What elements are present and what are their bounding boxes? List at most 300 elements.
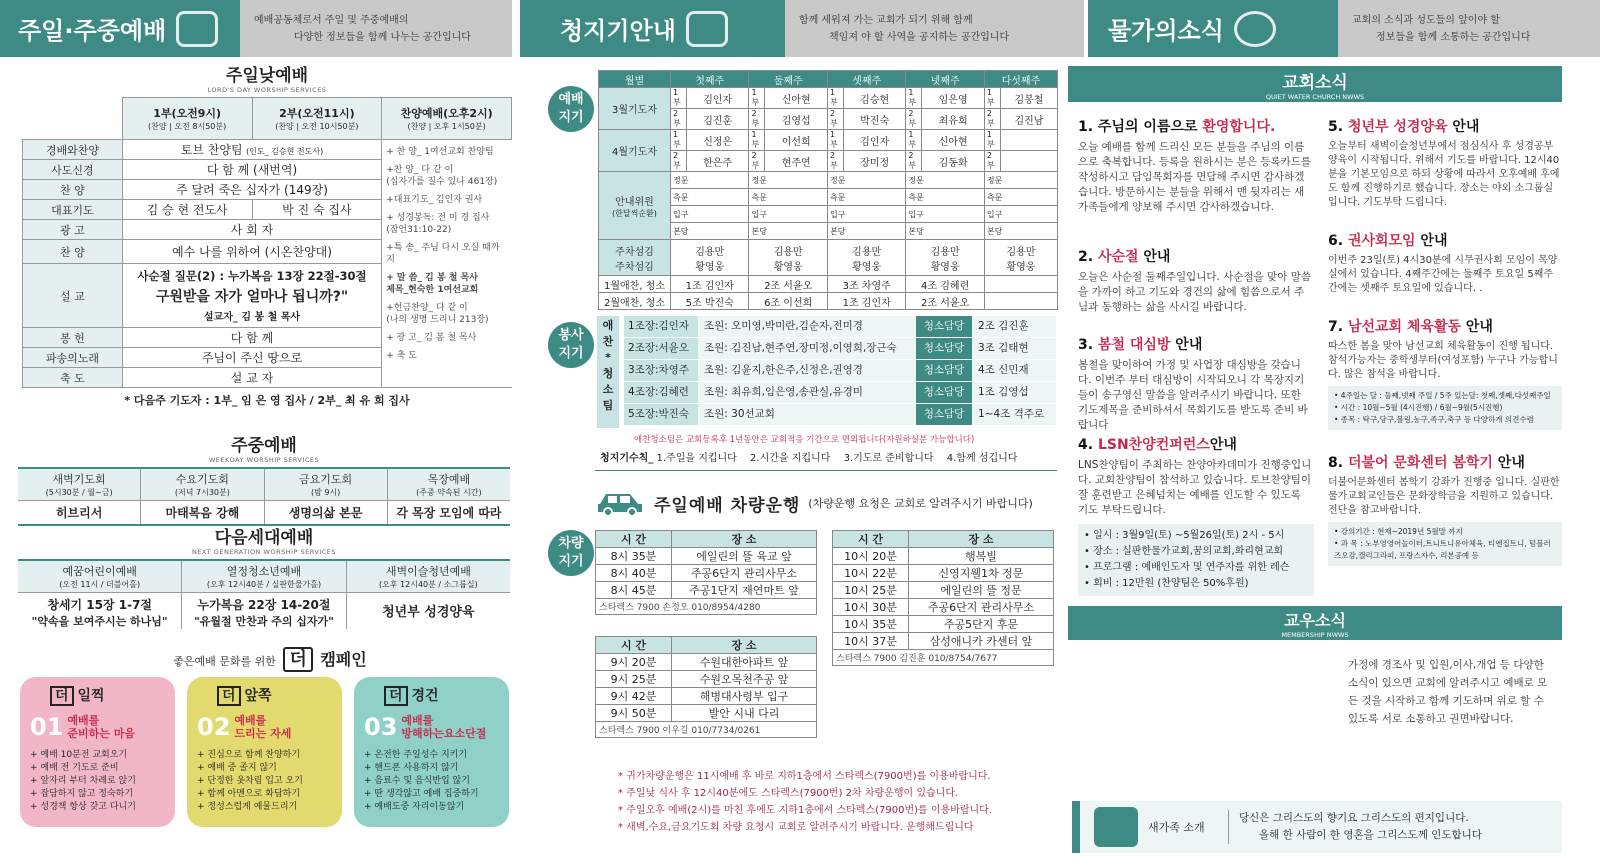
parking-name: 김용만 [773, 246, 803, 258]
route-time: 9시 42분 [596, 688, 672, 705]
campaign-post: 캠페인 [320, 650, 367, 669]
clean-team: 3조 차영주 [827, 276, 905, 293]
culture-box [1328, 522, 1562, 566]
usher-sub: (한달씩순환) [612, 208, 657, 218]
parking-label-1: 주차섬김 [615, 246, 654, 258]
card-word: 앞쪽 [244, 688, 272, 704]
usher-pos: 정문 [749, 172, 827, 189]
campaign-card-front [187, 677, 342, 827]
nextgen-value: 누가복음 22장 14-20절 [197, 598, 331, 612]
nextgen-time: (오후 12시40분 / 실판한물가홀) [206, 580, 322, 589]
usher-pos: 본당 [984, 223, 1057, 240]
team-row [624, 382, 1056, 403]
news-suffix: 안내 [1492, 455, 1525, 471]
route-head: 장 소 [909, 531, 1054, 548]
news-num: 5. [1328, 119, 1348, 135]
car-header [596, 490, 1033, 516]
news-num: 4. [1078, 437, 1098, 453]
nextgen-name: 열정청소년예배 [226, 565, 302, 578]
card-item: + 예배 중 졸지 않기 [197, 763, 277, 773]
news-suffix: 안내 [1138, 249, 1171, 265]
svc2-label: 2부(오전11시) [279, 107, 355, 120]
header-desc2: 책임져 야 할 사역을 공지하는 공간입니다 [829, 31, 1010, 43]
news-left [1078, 116, 1314, 596]
row-label: 사도신경 [23, 160, 123, 180]
news-num: 7. [1328, 319, 1348, 335]
side-note: + 말 씀_ 김 봉 철 목사 [386, 273, 478, 283]
row-label: 대표기도 [23, 200, 123, 220]
route-place: 수원오목천주공 앞 [672, 671, 817, 688]
prayer-name: 김진훈 [687, 109, 749, 130]
header-col1 [0, 0, 512, 57]
parking-label-2: 주차섬김 [615, 261, 654, 273]
route-place: 에일린의 뜰 정문 [909, 582, 1054, 599]
usher-pos: 정문 [671, 172, 749, 189]
team-cleaning: 청소담당 [916, 404, 972, 425]
sunday-section [22, 66, 512, 408]
usher-pos: 입구 [749, 206, 827, 223]
part: 2부 [984, 109, 1000, 130]
side-note: + 광 고_ 김 봉 철 목사 [386, 333, 477, 343]
news-body: 따스한 봄을 맞아 남선교회 체육활동이 진행 됩니다. 참석가능자는 중학생부터(여성포함) 누구나 가능합니다. 많은 참석을 바랍니다. [1328, 341, 1558, 380]
svc3-sub: (찬양 | 오후 1시50분) [407, 122, 486, 131]
row-value: 사 회 자 [122, 220, 381, 240]
box-line: • 4주일는 달 : 둘째,넷째 주일 / 5주 있는달: 첫째,셋째,다섯째주일 [1334, 391, 1551, 400]
card-item: + 함께 아멘으로 화답하기 [197, 789, 301, 799]
car-title: 주일예배 차량운행 [654, 495, 801, 516]
news-headline: 남선교회 체육활동 [1347, 319, 1462, 335]
sermon-preacher: 설교자_ 김 봉 철 목사 [203, 312, 301, 323]
campaign-card-piety [354, 677, 509, 827]
route-place: 해병대사령부 입구 [672, 688, 817, 705]
route-place: 행복빌 [909, 548, 1054, 565]
route-place: 주공1단지 재연마트 앞 [672, 582, 817, 599]
prayer-name: 김영섭 [765, 109, 827, 130]
prayer-label: 4월기도자 [599, 130, 671, 172]
news-suffix: 안내 [1415, 233, 1448, 249]
route-head: 시 간 [596, 637, 672, 654]
weekday-time: (저녁 7시30분) [174, 488, 230, 497]
campaign-badge: 더 [283, 647, 312, 672]
part: 2부 [671, 151, 687, 172]
member-title: 교우소식 [1284, 611, 1346, 630]
nextgen-value2: "유월절 만찬과 주의 십자가" [194, 615, 334, 628]
parking-name: 황영웅 [1006, 261, 1036, 273]
route-place: 발안 시내 다리 [672, 705, 817, 722]
route-time: 10시 37분 [833, 633, 909, 650]
team-leader: 2조장:서윤오 [624, 338, 698, 359]
card-item: + 예배 10분전 교회오기 [30, 750, 128, 760]
parking-name: 황영웅 [773, 261, 803, 273]
card-item: + 정성스럽게 예물드리기 [197, 802, 298, 812]
clean-team: 2조 서윤오 [749, 276, 827, 293]
weekday-value: 마태복음 강해 [165, 506, 240, 520]
nextgen-name: 새벽이슬청년예배 [385, 565, 471, 578]
part: 1부 [984, 88, 1000, 109]
route-head: 시 간 [833, 531, 909, 548]
card-h2: 방해하는요소단절 [401, 727, 487, 740]
campaign-pre: 좋은예배 문화를 위한 [173, 655, 276, 668]
team-members: 조원: 오미영,박미란,김순자,전미경 [698, 316, 916, 337]
news-suffix: 안내 [1461, 319, 1493, 335]
nextgen-value2: "약속을 보여주시는 하나님" [31, 615, 168, 628]
nextgen-name: 예꿈어린이예배 [62, 565, 137, 578]
part: 2부 [749, 109, 765, 130]
keep-label: 청지기수칙_ [600, 453, 654, 464]
news-title: 교회소식 [1282, 73, 1348, 93]
card-h1: 예배를 [401, 714, 434, 727]
part: 2부 [984, 151, 1000, 172]
week-head: 넷째주 [906, 71, 984, 88]
news-item [1078, 116, 1314, 246]
clean-team: 1조 김인자 [671, 276, 749, 293]
week-head: 다섯째주 [984, 71, 1057, 88]
nextgen-col [347, 561, 510, 629]
keep-rule: 3.기도로 준비합니다 [843, 453, 934, 464]
part: 1부 [906, 130, 922, 151]
nextgen-value: 청년부 성경양육 [382, 605, 475, 620]
nextgen-section [18, 528, 510, 629]
part: 2부 [906, 109, 922, 130]
sunday-table [22, 97, 512, 388]
parking-name: 황영웅 [930, 261, 960, 273]
card-num: 01 [30, 713, 64, 741]
team-row [624, 338, 1056, 359]
steward-table [598, 70, 1058, 310]
member-text: 가정에 경조사 및 입원,이사,개업 등 다양한 소식이 있으면 교회에 알려주시고 예배로 모든 것을 시작하고 함께 기도하며 위로 할 수 있도록 서로 소통하고 권면바랍니다. [1348, 659, 1548, 725]
campaign-title [140, 645, 400, 671]
news-headline: 봄철 대심방 [1097, 337, 1171, 353]
card-num: 02 [197, 713, 231, 741]
route-time: 9시 50분 [596, 705, 672, 722]
teams [624, 316, 1056, 425]
header-desc1: 교회의 소식과 성도들의 앞이야 할 [1352, 14, 1500, 26]
side-note: (십자가를 질수 있나 461장) [386, 177, 498, 187]
route-driver: 스타렉스 7900 손정오 010/8954/4280 [596, 599, 817, 615]
part: 2부 [827, 109, 843, 130]
prayer-name: 한은주 [687, 151, 749, 172]
nextgen-title: 다음세대예배 [214, 528, 314, 548]
card-badge: 더 [217, 686, 241, 706]
card-item: + 성경책 항상 갖고 다니기 [30, 802, 136, 812]
sermon-line1: 사순절 질문(2) : 누가복음 13장 22절-30절 [137, 269, 367, 283]
weekday-name: 금요기도회 [299, 473, 353, 486]
news-item [1078, 246, 1314, 334]
side-note: +찬 양_ 다 같 이 [386, 165, 454, 175]
prayer-label: 3월기도자 [599, 88, 671, 130]
prayer-name [1000, 151, 1057, 172]
route-time: 10시 25분 [833, 582, 909, 599]
weekday-name: 목장예배 [427, 473, 471, 486]
team-leader: 4조장:김혜련 [624, 382, 698, 403]
weekday-name: 새벽기도회 [52, 473, 106, 486]
route-time: 8시 40분 [596, 565, 672, 582]
box-line: • 회비 : 12만원 (찬양팀은 50%후원) [1084, 578, 1249, 589]
svc2-sub: (찬양 | 오전 10시50분) [275, 122, 359, 131]
news-suffix: 안내 [1170, 337, 1203, 353]
campaign-card-early [20, 677, 175, 827]
row-value: 주님이 주신 땅으로 [122, 348, 381, 368]
team-cleaning-value: 2조 김진훈 [972, 316, 1056, 337]
card-item: + 음료수 및 음식반입 않기 [364, 776, 470, 786]
news-body: 더불어문화센터 봄학기 강좌가 진행중 입니다. 실판한물가교회교인들은 문화장학금을 지원하고 있습니다. 전단을 참고바랍니다. [1328, 477, 1560, 516]
weekday-section [18, 436, 510, 526]
route-place: 수원대한아파트 앞 [672, 654, 817, 671]
news-headline: LSN찬양컨퍼런스 [1097, 437, 1210, 453]
route-time: 8시 35분 [596, 548, 672, 565]
team-members: 조원: 최유희,임은영,송관실,유경미 [698, 382, 916, 403]
side-note: + 찬 양_ 1여선교회 찬양팀 [386, 147, 494, 157]
car-note: * 주일낮 식사 후 12시40분에도 스타렉스(7900번) 2차 차량운행이 있습니다. [618, 788, 959, 799]
svc1-label: 1부(오전9시) [153, 107, 222, 120]
card-item: + 잡담하지 않고 정숙하기 [30, 789, 134, 799]
prayer-name: 김인자 [687, 88, 749, 109]
box-line: • 장소 : 실판한물가교회,꿈의교회,화리현교회 [1084, 546, 1284, 557]
box-line: • 시간 : 10월~5월 (4시진행) / 6월~9월(5시진행) [1334, 403, 1503, 412]
weekday-time: (밤 9시) [310, 488, 341, 497]
prayer-name: 김봉철 [1000, 88, 1057, 109]
part: 1부 [749, 130, 765, 151]
usher-pos: 측문 [984, 189, 1057, 206]
usher-pos: 본당 [671, 223, 749, 240]
route-head: 시 간 [596, 531, 672, 548]
card-item: + 진심으로 함께 찬양하기 [197, 750, 301, 760]
usher-pos: 입구 [984, 206, 1057, 223]
side-note: + 성경봉독: 전 미 경 집사 [386, 213, 490, 223]
card-item: + 온전한 주일성수 지키기 [364, 750, 468, 760]
bible-icon [176, 11, 218, 47]
news-bar [1068, 66, 1562, 102]
row-label: 봉 헌 [23, 328, 123, 348]
team-row [624, 404, 1056, 425]
weekday-value: 각 목장 모임에 따라 [396, 506, 502, 520]
team-cleaning-value: 3조 김태현 [972, 338, 1056, 359]
nextgen-value: 창세기 15장 1-7절 [47, 598, 153, 612]
clean-team: 4조 김혜련 [906, 276, 984, 293]
new-family-label: 새가족 소개 [1148, 821, 1205, 834]
sunday-subtitle: LORD'S DAY WORSHIP SERVICES [207, 86, 327, 94]
header-title-news: 물가의소식 [1088, 0, 1338, 57]
side-notes [386, 146, 507, 362]
box-line: • 과 목 : 노부영영어놀이터,트니트니유아체육, 티엔집트니, 텀블러즈오감,캘리그라피, 프랑스자수, 리본공예 등 [1334, 539, 1551, 560]
route2-table [595, 636, 817, 738]
service-steward-badge: 봉사 지기 [548, 322, 594, 368]
header-desc1: 예배공동체로서 주일 및 주중예배의 [254, 14, 409, 26]
news-headline: 청년부 성경양육 [1347, 119, 1448, 135]
clean-label: 1월애찬, 청소 [599, 276, 671, 293]
team-cleaning: 청소담당 [916, 338, 972, 359]
side-note: +헌금찬양_ 다 같 이 [386, 303, 468, 313]
usher-pos: 측문 [827, 189, 905, 206]
row-label: 찬 양 [23, 180, 123, 200]
route-time: 9시 25분 [596, 671, 672, 688]
side-note: + 축 도 [386, 351, 417, 361]
part: 2부 [827, 151, 843, 172]
news-body: 오늘은 사순절 둘째주일입니다. 사순절을 맞아 말씀을 가까이 하고 기도와 경건의 삶에 힘씀으로서 주님과 동행하는 삶을 사시길 바랍니다. [1078, 271, 1312, 313]
route3-table [832, 530, 1054, 666]
box-line: • 종목 : 탁구,당구,볼링,농구,족구,축구 등 다양하게 의견수렴 [1334, 415, 1534, 424]
clean-label: 2월애찬, 청소 [599, 293, 671, 310]
sports-box [1328, 386, 1562, 430]
footer-line2: 올해 한 사람이 한 영혼을 그리스도께 인도합니다 [1259, 829, 1482, 841]
part: 1부 [671, 130, 687, 151]
news-body: 오늘 예배를 함께 드리신 모든 분들을 주님의 이름으로 축복합니다. 등록을 원하시는 분은 등록카드를 작성하시고 담임목회자를 면담해 주시면 감사하겠습니다. 방문하시는 분들을 위해서 맨 뒷자리는 새가족들에게 양보해 주시면 감사하겠습니다. [1078, 141, 1312, 213]
weekday-value: 생명의삶 본문 [288, 506, 363, 520]
side-note: +특 송_ 주님 다시 오실 때까지 [386, 243, 500, 265]
news-num: 6. [1328, 233, 1348, 249]
news-item [1078, 434, 1314, 596]
vehicle-steward-badge: 차량 지기 [548, 530, 594, 576]
header-col3 [1088, 0, 1600, 57]
weekday-value: 히브리서 [55, 506, 103, 520]
card-badge: 더 [50, 686, 74, 706]
prayer-name: 김동화 [922, 151, 984, 172]
weekday-col [265, 469, 388, 524]
row-label: 설 교 [23, 264, 123, 328]
news-headline: 환영합니다. [1202, 119, 1276, 135]
nextgen-col [18, 561, 182, 629]
route-head: 장 소 [672, 637, 817, 654]
sunday-title: 주일낮예배 [225, 66, 309, 86]
side-note: (잠언31:10-22) [386, 225, 452, 235]
card-item: + 예배 전 기도로 준비 [30, 763, 119, 773]
news-item [1328, 452, 1562, 566]
weekday-col [18, 469, 141, 524]
news-suffix: 안내 [1447, 119, 1480, 135]
team-members: 조원: 김윤지,한은주,신정은,권영경 [698, 360, 916, 381]
steward-divider [595, 470, 1057, 471]
news-right [1328, 116, 1562, 566]
parking-name: 김용만 [695, 246, 725, 258]
megaphone-icon [686, 11, 728, 47]
news-num: 8. [1328, 455, 1348, 471]
member-bar [1068, 606, 1562, 640]
box-line: • 프로그램 : 예배인도자 및 연주자를 위한 레슨 [1084, 562, 1290, 573]
prayer-name: 임은영 [922, 88, 984, 109]
team-cleaning: 청소담당 [916, 382, 972, 403]
part: 1부 [906, 88, 922, 109]
car-note: * 귀가차량운행은 11시예배 후 바로 지하1층에서 스타렉스(7900번)를 이용바랍니다. [618, 771, 991, 782]
news-num: 1. 주님의 이름으로 [1078, 119, 1203, 135]
part: 1부 [749, 88, 765, 109]
next-prayer: * 다음주 기도자 : 1부_ 임 은 영 집사 / 2부_ 최 유 희 집사 [124, 394, 410, 407]
team-note: 애찬청소팀은 교회등록후 1년동안은 교회적응 기간으로 면외됩니다(자원하실분 가능합니다) [634, 435, 975, 445]
team-leader: 3조장:차영주 [624, 360, 698, 381]
card-h1: 예배를 [67, 714, 100, 727]
route-time: 10시 20분 [833, 548, 909, 565]
clean-team: 5조 박진숙 [671, 293, 749, 310]
clean-team: 1조 김인자 [827, 293, 905, 310]
worship-steward-badge: 예배 지기 [548, 86, 594, 132]
prayer-name: 박진숙 [843, 109, 905, 130]
car-notes [618, 768, 1058, 836]
car-note: * 새벽,수요,금요기도회 차량 요청시 교회로 알려주시기 바랍니다. 운행해드립니다 [618, 822, 974, 833]
clean-team [984, 276, 1057, 293]
usher-pos: 측문 [671, 189, 749, 206]
card-word: 일찍 [77, 688, 105, 704]
row-value: 예수 나를 위하여 (시온찬양대) [122, 240, 381, 264]
clean-team: 6조 이선희 [749, 293, 827, 310]
weekday-subtitle: WEEKDAY WORSHIP SERVICES [208, 456, 320, 464]
prayer-name: 김인자 [843, 130, 905, 151]
footer-bar [1072, 801, 1562, 853]
keep-rule: 2.시간을 지킵니다 [750, 453, 831, 464]
card-item: + 앞자리 부터 차례로 앉기 [30, 776, 136, 786]
news-body: 봄철을 맞이하여 가정 및 사업장 대심방을 갖습니다. 이번주 부터 대심방이 시작되오니 각 목장지기들이 송구영신 말씀을 알려주시기 바랍니다. 또한 기도제목을 준비하셔서 목회기도를 받도록 준비 바랍니다 [1078, 359, 1308, 431]
news-headline: 권사회모임 [1347, 233, 1416, 249]
svc1-sub: (찬양 | 오전 8시50분) [148, 122, 227, 131]
route-place: 에일린의 뜰 육교 앞 [672, 548, 817, 565]
route-time: 10시 30분 [833, 599, 909, 616]
route-head: 장 소 [672, 531, 817, 548]
prayer-name: 장미정 [843, 151, 905, 172]
weekday-col [388, 469, 510, 524]
usher-pos: 입구 [671, 206, 749, 223]
route-driver: 스타렉스 7900 이우길 010/7734/0261 [596, 722, 817, 738]
team-leader: 1조장:김인자 [624, 316, 698, 337]
usher-pos: 입구 [906, 206, 984, 223]
row-value: 토브 찬양팀 [180, 143, 243, 157]
ac-label: 애 찬 * 청 소 팀 [597, 316, 619, 428]
route-place: 신영지웰1차 정문 [909, 565, 1054, 582]
parking-name: 김용만 [1006, 246, 1036, 258]
parking-name: 김용만 [852, 246, 882, 258]
card-item: + 단정한 옷차림 입고 오기 [197, 776, 303, 786]
member-subtitle: MEMBERSHIP NWWS [1281, 631, 1349, 639]
route-place: 주공6단지 관리사무소 [909, 599, 1054, 616]
row-label: 찬 양 [23, 240, 123, 264]
weekday-time: (주중 약속된 시간) [416, 488, 482, 497]
route-time: 10시 35분 [833, 616, 909, 633]
news-item [1328, 230, 1562, 316]
team-row [624, 360, 1056, 381]
prayer-name: 신아현 [922, 130, 984, 151]
keep-rule: 1.주일을 지킵니다 [656, 453, 737, 464]
route-place: 주공6단지 관리사무소 [672, 565, 817, 582]
row-label: 광 고 [23, 220, 123, 240]
team-members: 조원: 김진남,현주연,장미정,이영희,장근숙 [698, 338, 916, 359]
row-value: 설 교 자 [122, 368, 381, 388]
family-icon [1094, 807, 1138, 847]
prayer-name [1000, 130, 1057, 151]
row-label: 파송의노래 [23, 348, 123, 368]
usher-pos: 입구 [827, 206, 905, 223]
parking-name: 김용만 [930, 246, 960, 258]
keep-rule: 4.함께 섬깁니다 [946, 453, 1018, 464]
usher-pos: 본당 [827, 223, 905, 240]
route-place: 주공5단지 후문 [909, 616, 1054, 633]
card-item: + 예배도중 자리이동않기 [364, 802, 465, 812]
clean-team [984, 293, 1057, 310]
card-item: + 딴 생각않고 예배 집중하기 [364, 789, 479, 799]
week-head: 첫째주 [671, 71, 749, 88]
row-value: 김 승 현 전도사 [122, 200, 252, 220]
week-head: 셋째주 [827, 71, 905, 88]
news-item [1078, 334, 1314, 434]
weekday-title: 주중예배 [231, 436, 297, 456]
part: 2부 [906, 151, 922, 172]
box-line: • 강의기간 : 현재~2019년 5월말 까지 [1334, 527, 1463, 536]
header-desc2: 다양한 정보들을 함께 나누는 공간입니다 [294, 31, 471, 43]
part: 1부 [984, 130, 1000, 151]
news-body: 오늘부터 새벽이슬청년부에서 점심식사 후 성경공부 양육이 시작됩니다. 위해서 기도를 바랍니다. 12시40분을 기본모임으로 하되 상황에 따라서 오후예배 후에도 함께 진행하기로 했습니다. 장소는 야외 소그룹실 입니다. 기도부탁 드립니다. [1328, 141, 1560, 208]
team-cleaning-value: 1~4조 격주로 [972, 404, 1056, 425]
part: 2부 [671, 109, 687, 130]
route1-table [595, 530, 817, 615]
usher-pos: 본당 [906, 223, 984, 240]
prayer-name: 신아현 [765, 88, 827, 109]
parking-name: 황영웅 [695, 261, 725, 273]
